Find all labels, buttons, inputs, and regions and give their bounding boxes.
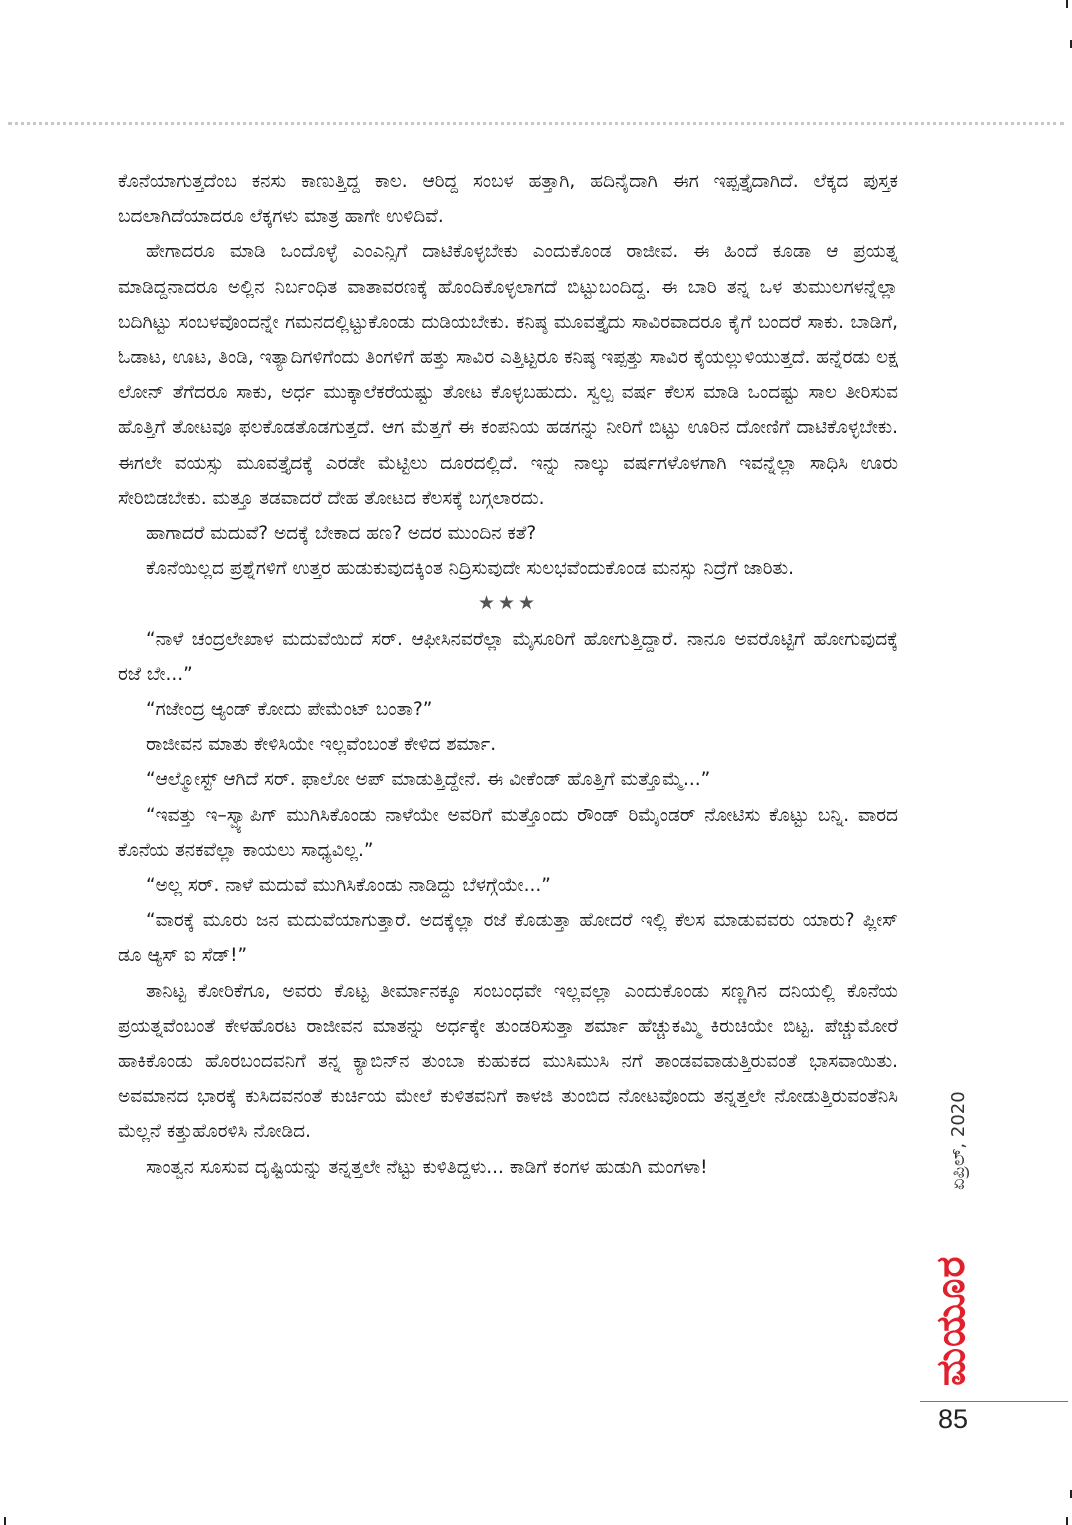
issue-date: ಏಪ್ರಿಲ್, 2020 xyxy=(948,1091,969,1190)
magazine-logo: ಮಯೂರ xyxy=(928,1255,974,1386)
paragraph: ಕೊನೆಯಿಲ್ಲದ ಪ್ರಶ್ನೆಗಳಿಗೆ ಉತ್ತರ ಹುಡುಕುವುದಕ್ಕಿಂತ ನಿದ್ರಿಸುವುದೇ ಸುಲಭವೆಂದುಕೊಂಡ ಮನಸ್ಸು ನಿದ್ರೆಗೆ ಜಾರಿತು. xyxy=(146,558,795,580)
crop-mark-bottom-left xyxy=(4,1517,6,1525)
paragraph: “ಆಲ್ಮೋಸ್ಟ್ ಆಗಿದೆ ಸರ್. ಫಾಲೋ ಅಪ್ ಮಾಡುತ್ತಿದ್ದೇನೆ. ಈ ವೀಕೆಂಡ್ ಹೊತ್ತಿಗೆ ಮತ್ತೊಮ್ಮೆ...” xyxy=(146,769,711,791)
section-break: ★★★ xyxy=(477,592,539,615)
paragraph: ಸಾಂತ್ವನ ಸೂಸುವ ದೃಷ್ಟಿಯನ್ನು ತನ್ನತ್ತಲೇ ನೆಟ್ಟು ಕುಳಿತಿದ್ದಳು... ಕಾಡಿಗೆ ಕಂಗಳ ಹುಡುಗಿ ಮಂಗಳಾ! xyxy=(146,1156,708,1178)
paragraph: ಹೇಗಾದರೂ ಮಾಡಿ ಒಂದೊಳ್ಳೆ ಎಂಎನ್ಸಿಗೆ ದಾಟಿಕೊಳ್ಳಬೇಕು ಎಂದುಕೊಂಡ ರಾಜೀವ. ಈ ಹಿಂದೆ ಕೂಡಾ ಆ ಪ್ರಯತ್ನ ಮಾಡಿದ್ದನಾದರೂ ಅಲ್ಲಿನ ನಿರ್ಬಂಧಿತ ವಾತಾವರಣಕ್ಕೆ ಹೊಂದಿಕೊಳ್ಳಲಾಗದೆ ಬಿಟ್ಟುಬಂದಿದ್ದ. ಈ ಬಾರಿ ತನ್ನ ಒಳ ತುಮುಲಗಳನ್ನೆಲ್ಲಾ ಬದಿಗಿಟ್ಟು ಸಂಬಳವೊಂದನ್ನೇ ಗಮನದಲ್ಲಿಟ್ಟುಕೊಂಡು ದುಡಿಯಬೇಕು. ಕನಿಷ್ಠ ಮೂವತ್ತೈದು ಸಾವಿರವಾದರೂ ಕೈಗೆ ಬಂದರೆ ಸಾಕು. ಬಾಡಿಗೆ, ಓಡಾಟ, ಊಟ, ತಿಂಡಿ, ಇತ್ಯಾದಿಗಳಿಗೆಂದು ತಿಂಗಳಿಗೆ ಹತ್ತು ಸಾವಿರ ಎತ್ತಿಟ್ಟರೂ ಕನಿಷ್ಠ ಇಪ್ಪತ್ತು ಸಾವಿರ ಕೈಯಲ್ಲುಳಿಯುತ್ತದೆ. ಹನ್ನೆರಡು ಲಕ್ಷ ಲೋನ್ ತೆಗೆದರೂ ಸಾಕು, ಅರ್ಧ ಮುಕ್ಕಾಲೆಕರೆಯಷ್ಟು ತೋಟ ಕೊಳ್ಳಬಹುದು. ಸ್ವಲ್ಪ ವರ್ಷ ಕೆಲಸ ಮಾಡಿ ಒಂದಷ್ಟು ಸಾಲ ತೀರಿಸುವ ಹೊತ್ತಿಗೆ ತೋಟವೂ ಫಲಕೊಡತೊಡಗುತ್ತದೆ. ಆಗ ಮೆತ್ತಗೆ ಈ ಕಂಪನಿಯ ಹಡಗನ್ನು ನೀರಿಗೆ ಬಿಟ್ಟು ಊರಿನ ದೋಣಿಗೆ ದಾಟಿಕೊಳ್ಳಬೇಕು. ಈಗಲೇ ವಯಸ್ಸು ಮೂವತ್ತೈದಕ್ಕೆ ಎರಡೇ ಮೆಟ್ಟಿಲು ದೂರದಲ್ಲಿದೆ. ಇನ್ನು ನಾಲ್ಕು ವರ್ಷಗಳೊಳಗಾಗಿ ಇವನ್ನೆಲ್ಲಾ ಸಾಧಿಸಿ ಊರು ಸೇರಿಬಿಡಬೇಕು. ಮತ್ತೂ ತಡವಾದರೆ ದೇಹ ತೋಟದ ಕೆಲಸಕ್ಕೆ ಬಗ್ಗಲಾರದು. xyxy=(118,241,898,509)
paragraph: “ಗಜೇಂದ್ರ ಆ್ಯಂಡ್ ಕೋದು ಪೇಮೆಂಟ್ ಬಂತಾ?” xyxy=(146,699,433,721)
header-dotted-rule xyxy=(8,122,1064,125)
paragraph: “ವಾರಕ್ಕೆ ಮೂರು ಜನ ಮದುವೆಯಾಗುತ್ತಾರೆ. ಅದಕ್ಕೆಲ್ಲಾ ರಜೆ ಕೊಡುತ್ತಾ ಹೋದರೆ ಇಲ್ಲಿ ಕೆಲಸ ಮಾಡುವವರು ಯಾರು? ಪ್ಲೀಸ್ ಡೂ ಆ್ಯಸ್ ಐ ಸೆಡ್!” xyxy=(118,910,898,967)
paragraph: ರಾಜೀವನ ಮಾತು ಕೇಳಿಸಿಯೇ ಇಲ್ಲವೆಂಬಂತೆ ಕೇಳಿದ ಶರ್ಮಾ. xyxy=(146,734,497,756)
paragraph: “ಇವತ್ತು ಇ–ಸ್ವ್ಯಾಪಿಗ್ ಮುಗಿಸಿಕೊಂಡು ನಾಳೆಯೇ ಅವರಿಗೆ ಮತ್ತೊಂದು ರೌಂಡ್ ರಿಮೈಂಡರ್ ನೋಟಿಸು ಕೊಟ್ಟು ಬನ್ನಿ. ವಾರದ ಕೊನೆಯ ತನಕವೆಲ್ಲಾ ಕಾಯಲು ಸಾಧ್ಯವಿಲ್ಲ.” xyxy=(118,804,898,861)
article-body xyxy=(118,164,898,1185)
page-number: 85 xyxy=(938,1404,969,1434)
paragraph: “ಅಲ್ಲ ಸರ್. ನಾಳೆ ಮದುವೆ ಮುಗಿಸಿಕೊಂಡು ನಾಡಿದ್ದು ಬೆಳಗ್ಗೆಯೇ...” xyxy=(146,875,551,897)
crop-mark-top-right xyxy=(1066,0,1068,8)
footer-rule xyxy=(920,1401,1068,1402)
paragraph: ತಾನಿಟ್ಟ ಕೋರಿಕೆಗೂ, ಅವರು ಕೊಟ್ಟ ತೀರ್ಮಾನಕ್ಕೂ ಸಂಬಂಧವೇ ಇಲ್ಲವಲ್ಲಾ ಎಂದುಕೊಂಡು ಸಣ್ಣಗಿನ ದನಿಯಲ್ಲಿ ಕೊನೆಯ ಪ್ರಯತ್ನವೆಂಬಂತೆ ಕೇಳಹೊರಟ ರಾಜೀವನ ಮಾತನ್ನು ಅರ್ಧಕ್ಕೇ ತುಂಡರಿಸುತ್ತಾ ಶರ್ಮಾ ಹೆಚ್ಚುಕಮ್ಮಿ ಕಿರುಚಿಯೇ ಬಿಟ್ಟ. ಪೆಚ್ಚುಮೋರೆ ಹಾಕಿಕೊಂಡು ಹೊರಬಂದವನಿಗೆ ತನ್ನ ಕ್ಯಾಬಿನ್‌ನ ತುಂಬಾ ಕುಹುಕದ ಮುಸಿಮುಸಿ ನಗೆ ತಾಂಡವವಾಡುತ್ತಿರುವಂತೆ ಭಾಸವಾಯಿತು. ಅವಮಾನದ ಭಾರಕ್ಕೆ ಕುಸಿದವನಂತೆ ಕುರ್ಚಿಯ ಮೇಲೆ ಕುಳಿತವನಿಗೆ ಕಾಳಜಿ ತುಂಬಿದ ನೋಟವೊಂದು ತನ್ನತ್ತಲೇ ನೋಡುತ್ತಿರುವಂತೆನಿಸಿ ಮೆಲ್ಲನೆ ಕತ್ತುಹೊರಳಿಸಿ ನೋಡಿದ. xyxy=(118,980,898,1143)
crop-mark-bottom-right xyxy=(1066,1517,1068,1525)
paragraph: “ನಾಳೆ ಚಂದ್ರಲೇಖಾಳ ಮದುವೆಯಿದೆ ಸರ್. ಆಫೀಸಿನವರೆಲ್ಲಾ ಮೈಸೂರಿಗೆ ಹೋಗುತ್ತಿದ್ದಾರೆ. ನಾನೂ ಅವರೊಟ್ಟಿಗೆ ಹೋಗುವುದಕ್ಕೆ ರಜೆ ಬೇ...” xyxy=(118,628,898,685)
paragraph: ಕೊನೆಯಾಗುತ್ತದೆಂಬ ಕನಸು ಕಾಣುತ್ತಿದ್ದ ಕಾಲ. ಆರಿದ್ದ ಸಂಬಳ ಹತ್ತಾಗಿ, ಹದಿನೈದಾಗಿ ಈಗ ಇಪ್ಪತ್ತೈದಾಗಿದೆ. ಲೆಕ್ಕದ ಪುಸ್ತಕ ಬದಲಾಗಿದೆಯಾದರೂ ಲೆಕ್ಕಗಳು ಮಾತ್ರ ಹಾಗೇ ಉಳಿದಿವೆ. xyxy=(118,171,898,228)
paragraph: ಹಾಗಾದರೆ ಮದುವೆ? ಅದಕ್ಕೆ ಬೇಕಾದ ಹಣ? ಅದರ ಮುಂದಿನ ಕತೆ? xyxy=(146,523,537,545)
